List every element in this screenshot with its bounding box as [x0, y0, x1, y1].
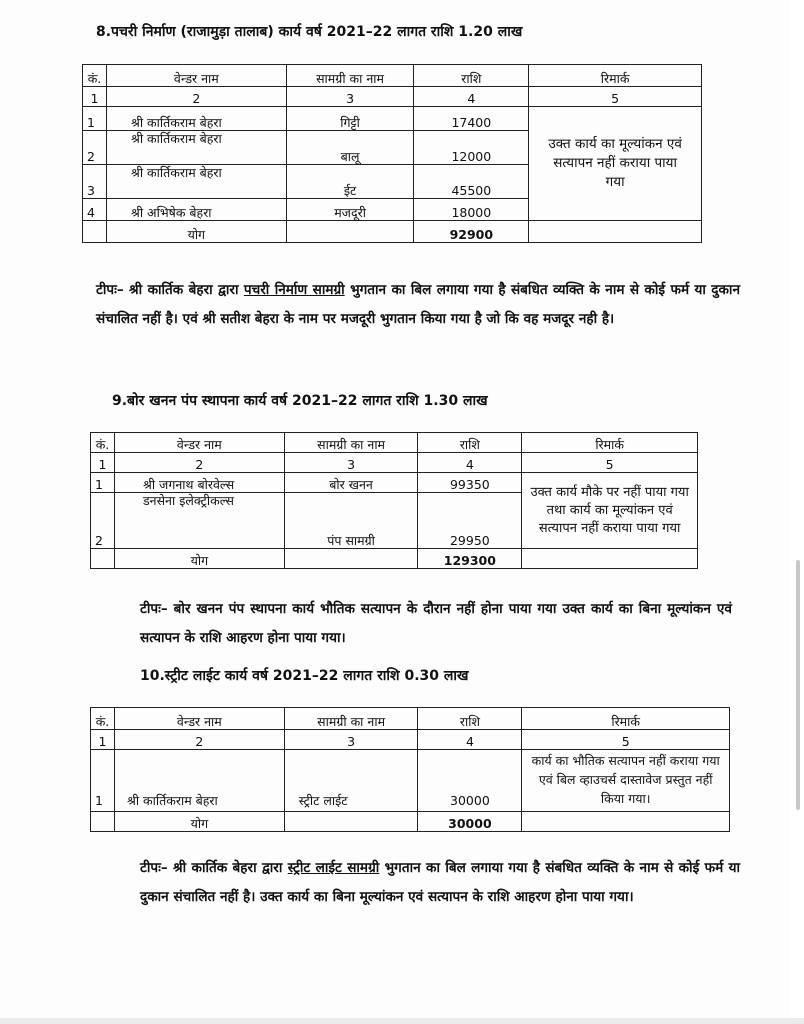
note-underlined-text: पचरी निर्माण सामग्री	[243, 282, 345, 298]
row-vendor: श्री कार्तिकराम बेहरा	[106, 131, 286, 165]
empty-cell	[529, 221, 702, 243]
empty-cell	[284, 812, 418, 832]
section-9-table	[90, 432, 698, 569]
row-material: पंप सामग्री	[284, 493, 418, 549]
note-text: भुगतान का बिल लगाया गया है संबधित व्यक्ति के नाम से कोई फर्म या दुकान संचालित नहीं है। उक्त कार्य का बिना मूल्यांकन एवं सत्यापन के राशि आहरण होना पाया गया।	[140, 860, 740, 905]
col-number: 5	[529, 87, 702, 107]
table-column-number-row	[91, 730, 730, 750]
table-header-row	[91, 708, 730, 730]
note-text: टीपः– श्री कार्तिक बेहरा द्वारा	[140, 860, 288, 876]
empty-cell	[91, 812, 115, 832]
table-row	[83, 107, 702, 131]
row-sn: 2	[83, 131, 107, 165]
col-number: 4	[418, 453, 522, 473]
row-sn: 1	[91, 473, 115, 493]
note-text: भुगतान का बिल लगाया गया है संबधित व्यक्ति के नाम से कोई फर्म या दुकान संचालित नहीं है। एवं श्री सतीश बेहरा के नाम पर मजदूरी भुगतान किया गया है जो कि वह मजदूर नही है।	[96, 282, 740, 327]
row-sn: 2	[91, 493, 115, 549]
table-row	[91, 750, 730, 812]
col-header-remark: रिमार्क	[522, 433, 698, 453]
total-label: योग	[114, 812, 284, 832]
row-material: स्ट्रीट लाईट	[284, 750, 418, 812]
page-bottom-edge	[0, 1018, 804, 1024]
col-number: 5	[522, 730, 730, 750]
table-total-row	[91, 549, 698, 569]
table-header-row	[91, 433, 698, 453]
total-amount: 30000	[418, 812, 522, 832]
row-amount: 45500	[414, 165, 529, 199]
col-header-vendor: वेन्डर नाम	[114, 433, 284, 453]
total-label: योग	[114, 549, 284, 569]
empty-cell	[91, 549, 115, 569]
section-9-heading: 9.बोर खनन पंप स्थापना कार्य वर्ष 2021–22 लागत राशि 1.30 लाख	[112, 393, 488, 409]
col-header-sn: कं.	[91, 708, 115, 730]
row-amount: 29950	[418, 493, 522, 549]
col-header-remark: रिमार्क	[529, 65, 702, 87]
row-remark: उक्त कार्य मौके पर नहीं पाया गया तथा कार्य का मूल्यांकन एवं सत्यापन नहीं कराया पाया गया	[522, 473, 698, 549]
col-header-amount: राशि	[414, 65, 529, 87]
table-column-number-row	[83, 87, 702, 107]
table-column-number-row	[91, 453, 698, 473]
row-amount: 12000	[414, 131, 529, 165]
row-vendor: श्री कार्तिकराम बेहरा	[106, 107, 286, 131]
section-8-note	[96, 276, 740, 334]
col-number: 2	[106, 87, 286, 107]
col-header-amount: राशि	[418, 433, 522, 453]
row-vendor: डनसेना इलेक्ट्रीकल्स	[114, 493, 284, 549]
section-8-heading: 8.पचरी निर्माण (राजामुड़ा तालाब) कार्य वर्ष 2021–22 लागत राशि 1.20 लाख	[96, 24, 523, 40]
row-vendor: श्री कार्तिकराम बेहरा	[114, 750, 284, 812]
col-header-sn: कं.	[83, 65, 107, 87]
table-total-row	[91, 812, 730, 832]
col-number: 5	[522, 453, 698, 473]
col-number: 4	[418, 730, 522, 750]
table-header-row	[83, 65, 702, 87]
total-amount: 92900	[414, 221, 529, 243]
col-number: 3	[284, 730, 418, 750]
col-header-sn: कं.	[91, 433, 115, 453]
col-number: 3	[284, 453, 418, 473]
section-9-note	[140, 595, 732, 653]
row-sn: 1	[91, 750, 115, 812]
col-header-vendor: वेन्डर नाम	[114, 708, 284, 730]
row-remark: उक्त कार्य का मूल्यांकन एवं सत्यापन नहीं कराया पाया गया	[529, 107, 702, 221]
section-10-note	[140, 854, 740, 912]
row-sn: 3	[83, 165, 107, 199]
col-header-remark: रिमार्क	[522, 708, 730, 730]
col-number: 1	[91, 453, 115, 473]
row-amount: 18000	[414, 199, 529, 221]
note-text: टीपः– श्री कार्तिक बेहरा द्वारा	[96, 282, 244, 298]
col-number: 4	[414, 87, 529, 107]
note-text: टीपः– बोर खनन पंप स्थापना कार्य भौतिक सत्यापन के दौरान नहीं होना पाया गया उक्त कार्य का बिना मूल्यांकन एवं सत्यापन के राशि आहरण होना पाया गया।	[140, 601, 732, 646]
section-8-table	[82, 64, 702, 243]
col-header-amount: राशि	[418, 708, 522, 730]
col-number: 3	[286, 87, 414, 107]
table-row	[91, 473, 698, 493]
note-underlined-text: स्ट्रीट लाईट सामग्री	[287, 860, 380, 876]
row-sn: 1	[83, 107, 107, 131]
row-sn: 4	[83, 199, 107, 221]
total-amount: 129300	[418, 549, 522, 569]
col-header-vendor: वेन्डर नाम	[106, 65, 286, 87]
row-amount: 99350	[418, 473, 522, 493]
col-number: 1	[83, 87, 107, 107]
scrollbar[interactable]	[796, 560, 800, 810]
row-vendor: श्री कार्तिकराम बेहरा	[106, 165, 286, 199]
table-total-row	[83, 221, 702, 243]
row-amount: 17400	[414, 107, 529, 131]
col-header-material: सामग्री का नाम	[284, 708, 418, 730]
total-label: योग	[106, 221, 286, 243]
col-header-material: सामग्री का नाम	[284, 433, 418, 453]
empty-cell	[284, 549, 418, 569]
col-number: 1	[91, 730, 115, 750]
row-material: मजदूरी	[286, 199, 414, 221]
empty-cell	[83, 221, 107, 243]
section-10-heading: 10.स्ट्रीट लाईट कार्य वर्ष 2021–22 लागत राशि 0.30 लाख	[140, 668, 469, 684]
row-material: गिट्टी	[286, 107, 414, 131]
empty-cell	[522, 812, 730, 832]
empty-cell	[522, 549, 698, 569]
col-header-material: सामग्री का नाम	[286, 65, 414, 87]
col-number: 2	[114, 453, 284, 473]
row-vendor: श्री जगनाथ बोरवेल्स	[114, 473, 284, 493]
empty-cell	[286, 221, 414, 243]
row-material: बालू	[286, 131, 414, 165]
row-material: ईट	[286, 165, 414, 199]
row-material: बोर खनन	[284, 473, 418, 493]
col-number: 2	[114, 730, 284, 750]
row-amount: 30000	[418, 750, 522, 812]
row-vendor: श्री अभिषेक बेहरा	[106, 199, 286, 221]
section-10-table	[90, 707, 730, 832]
row-remark: कार्य का भौतिक सत्यापन नहीं कराया गया एवं बिल व्हाउचर्स दास्तावेज प्रस्तुत नहीं किया गया।	[522, 750, 730, 812]
